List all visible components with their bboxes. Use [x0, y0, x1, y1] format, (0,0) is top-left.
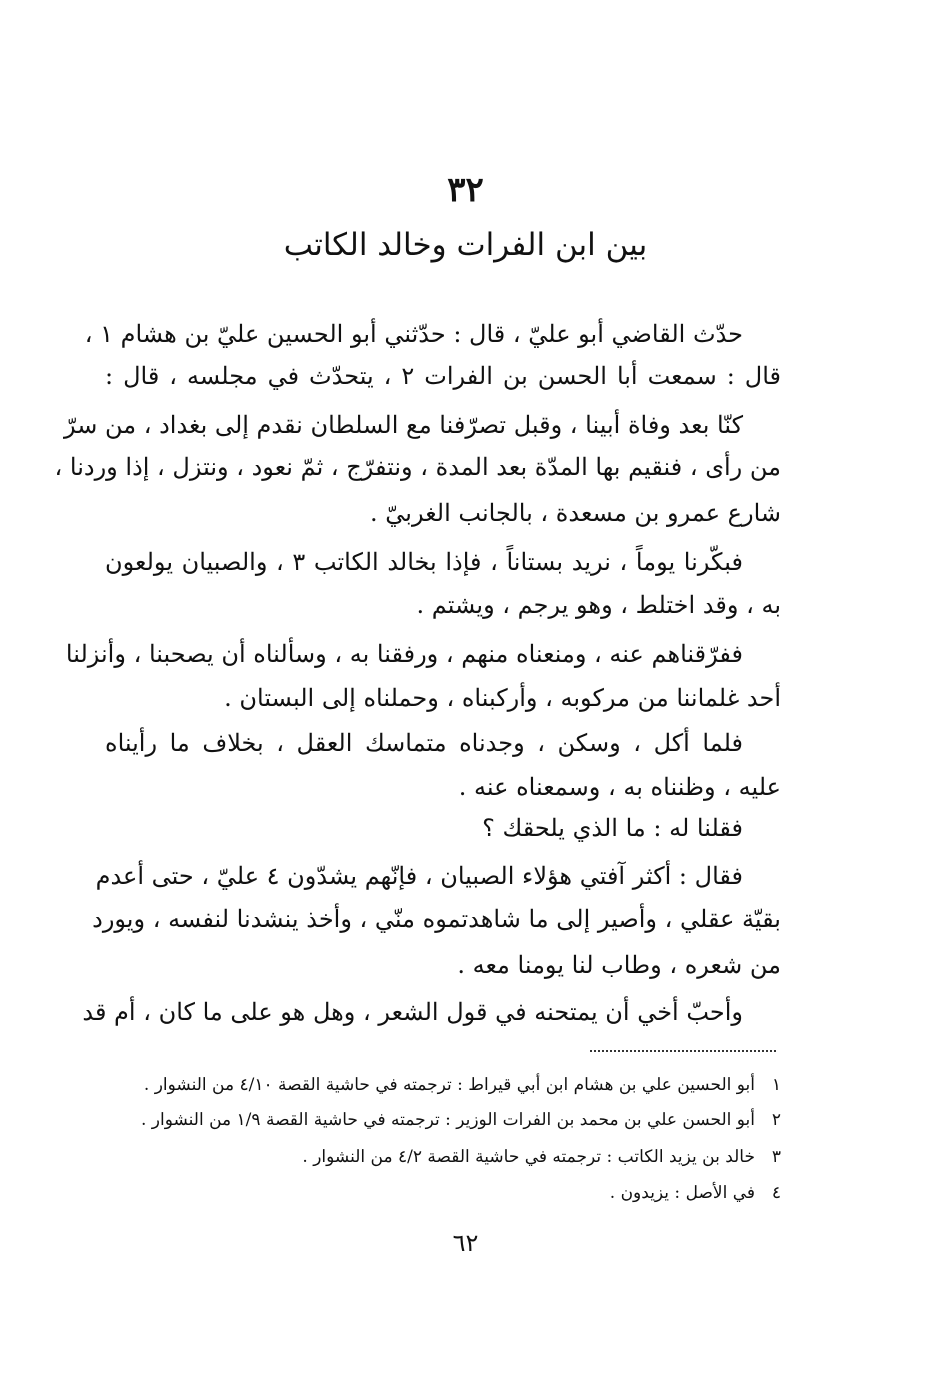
footnote-text: أبو الحسين علي بن هشام ابن أبي قيراط : ترجمته في حاشية القصة ٤/١٠ من النشوار . — [143, 1075, 755, 1095]
body-line: وأحبّ أخي أن يمتحنه في قول الشعر ، وهل هو على ما كان ، أم قد — [82, 998, 743, 1026]
body-line: عليه ، وظنناه به ، وسمعناه عنه . — [458, 773, 781, 801]
body-line: حدّث القاضي أبو عليّ ، قال : حدّثني أبو الحسين عليّ بن هشام ١ ، — [84, 320, 743, 348]
body-line: قال : سمعت أبا الحسن بن الفرات ٢ ، يتحدّث في مجلسه ، قال : — [105, 362, 781, 390]
footnote-text: في الأصل : يزيدون . — [609, 1183, 755, 1203]
footnote — [130, 1072, 781, 1098]
footnote-text: خالد بن يزيد الكاتب : ترجمته في حاشية القصة ٤/٢ من النشوار . — [302, 1147, 755, 1167]
footnote — [130, 1180, 781, 1206]
body-line: فبكّرنا يوماً ، نريد بستاناً ، فإذا بخالد الكاتب ٣ ، والصبيان يولعون — [105, 548, 743, 576]
body-line: فقال : أكثر آفتي هؤلاء الصبيان ، فإنّهم يشدّون ٤ عليّ ، حتى أعدم — [95, 862, 743, 890]
body-line: شارع عمرو بن مسعدة ، بالجانب الغربيّ . — [370, 499, 781, 527]
page-number: ٦٢ — [452, 1229, 479, 1257]
body-line: من شعره ، وطاب لنا يومنا معه . — [457, 951, 781, 979]
body-line: من رأى ، فنقيم بها المدّة بعد المدة ، ونتفرّج ، ثمّ نعود ، ونتزل ، إذا وردنا ، — [54, 453, 781, 481]
body-line: به ، وقد اختلط ، وهو يرجم ، ويشتم . — [416, 591, 781, 619]
body-line: أحد غلماننا من مركوبه ، وأركبناه ، وحملناه إلى البستان . — [224, 684, 781, 712]
body-line: فقلنا له : ما الذي يلحقك ؟ — [482, 814, 743, 842]
chapter-number: ٣٢ — [447, 170, 484, 210]
body-line: بقيّة عقلي ، وأصير إلى ما شاهدتموه منّي ، وأخذ ينشدنا لنفسه ، ويورد — [92, 905, 781, 933]
footnote-number: ١ — [771, 1075, 781, 1095]
body-line: ففرّقناهم عنه ، ومنعناه منهم ، ورفقنا به ، وسألناه أن يصحبنا ، وأنزلنا — [65, 640, 743, 668]
body-line: كنّا بعد وفاة أبينا ، وقبل تصرّفنا مع السلطان نقدم إلى بغداد ، من سرّ — [63, 411, 743, 439]
footnote — [130, 1144, 781, 1170]
footnote-text: أبو الحسن علي بن محمد بن الفرات الوزير : ترجمته في حاشية القصة ١/٩ من النشوار . — [140, 1110, 755, 1130]
footnote-separator — [590, 1050, 776, 1052]
body-line: فلما أكل ، وسكن ، وجدناه متماسك العقل ، بخلاف ما رأيناه — [105, 729, 743, 757]
chapter-title: بين ابن الفرات وخالد الكاتب — [283, 227, 648, 263]
footnote-number: ٢ — [771, 1110, 781, 1130]
footnote-number: ٤ — [771, 1183, 781, 1203]
footnote-number: ٣ — [771, 1147, 781, 1167]
footnote — [130, 1107, 781, 1133]
